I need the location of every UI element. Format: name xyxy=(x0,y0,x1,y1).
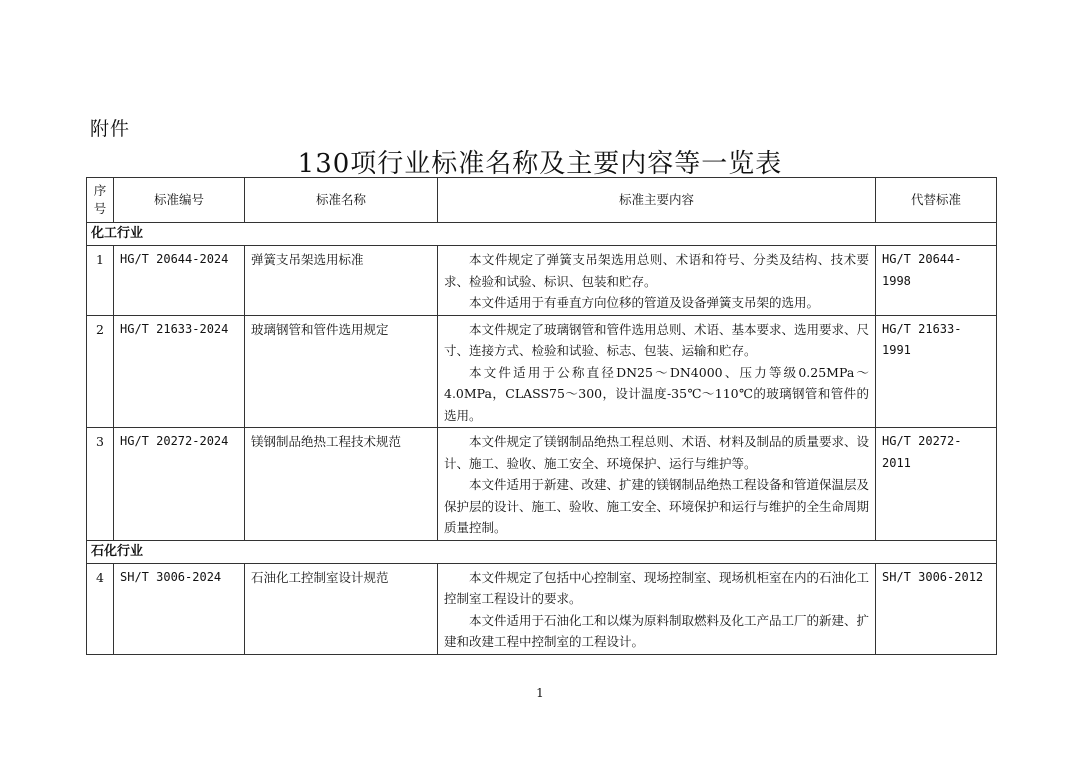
section-row-petrochemical xyxy=(87,540,997,563)
header-content: 标准主要内容 xyxy=(438,178,876,223)
table-row xyxy=(87,563,997,654)
row-name: 镁钢制品绝热工程技术规范 xyxy=(245,428,438,541)
header-replaces: 代替标准 xyxy=(876,178,997,223)
row-code: HG/T 20644-2024 xyxy=(114,246,245,316)
content-paragraph: 本文件规定了玻璃钢管和管件选用总则、术语、基本要求、选用要求、尺寸、连接方式、检验和试验、标志、包装、运输和贮存。 xyxy=(444,321,870,358)
attachment-label: 附件 xyxy=(90,118,131,140)
section-row-chemical xyxy=(87,223,997,246)
table-header-row xyxy=(87,178,997,223)
row-replaces: HG/T 20644-1998 xyxy=(876,246,997,316)
header-name: 标准名称 xyxy=(245,178,438,223)
content-paragraph: 本文件规定了包括中心控制室、现场控制室、现场机柜室在内的石油化工控制室工程设计的要求。 xyxy=(444,569,870,606)
content-paragraph: 本文件规定了弹簧支吊架选用总则、术语和符号、分类及结构、技术要求、检验和试验、标识、包装和贮存。 xyxy=(444,252,869,289)
row-seq: 4 xyxy=(87,563,114,654)
row-code: SH/T 3006-2024 xyxy=(114,563,245,654)
content-paragraph: 本文件适用于石油化工和以煤为原料制取燃料及化工产品工厂的新建、扩建和改建工程中控制室的工程设计。 xyxy=(444,612,870,649)
row-replaces: HG/T 21633-1991 xyxy=(876,315,997,428)
row-seq: 1 xyxy=(87,246,114,316)
standards-table xyxy=(86,177,997,655)
section-label: 化工行业 xyxy=(87,223,997,246)
row-name: 石油化工控制室设计规范 xyxy=(245,563,438,654)
content-paragraph: 本文件规定了镁钢制品绝热工程总则、术语、材料及制品的质量要求、设计、施工、验收、施工安全、环境保护、运行与维护等。 xyxy=(444,434,870,471)
row-content xyxy=(438,246,876,316)
row-content xyxy=(438,315,876,428)
content-paragraph: 本文件适用于公称直径DN25～DN4000、压力等级0.25MPa～4.0MPa，CLASS75～300，设计温度-35℃～110℃的玻璃钢管和管件的选用。 xyxy=(444,364,869,423)
table-row xyxy=(87,428,997,541)
row-code: HG/T 20272-2024 xyxy=(114,428,245,541)
header-code: 标准编号 xyxy=(114,178,245,223)
row-name: 玻璃钢管和管件选用规定 xyxy=(245,315,438,428)
header-seq: 序号 xyxy=(87,178,114,223)
row-replaces: SH/T 3006-2012 xyxy=(876,563,997,654)
table-row xyxy=(87,246,997,316)
row-replaces: HG/T 20272-2011 xyxy=(876,428,997,541)
page-title: 130项行业标准名称及主要内容等一览表 xyxy=(297,149,783,179)
table-row xyxy=(87,315,997,428)
row-content xyxy=(438,563,876,654)
row-name: 弹簧支吊架选用标准 xyxy=(245,246,438,316)
row-seq: 3 xyxy=(87,428,114,541)
row-seq: 2 xyxy=(87,315,114,428)
content-paragraph: 本文件适用于新建、改建、扩建的镁钢制品绝热工程设备和管道保温层及保护层的设计、施工、验收、施工安全、环境保护和运行与维护的全生命周期质量控制。 xyxy=(444,477,870,535)
section-label: 石化行业 xyxy=(87,540,997,563)
content-paragraph: 本文件适用于有垂直方向位移的管道及设备弹簧支吊架的选用。 xyxy=(469,295,820,310)
page-number: 1 xyxy=(536,686,544,700)
row-content xyxy=(438,428,876,541)
row-code: HG/T 21633-2024 xyxy=(114,315,245,428)
